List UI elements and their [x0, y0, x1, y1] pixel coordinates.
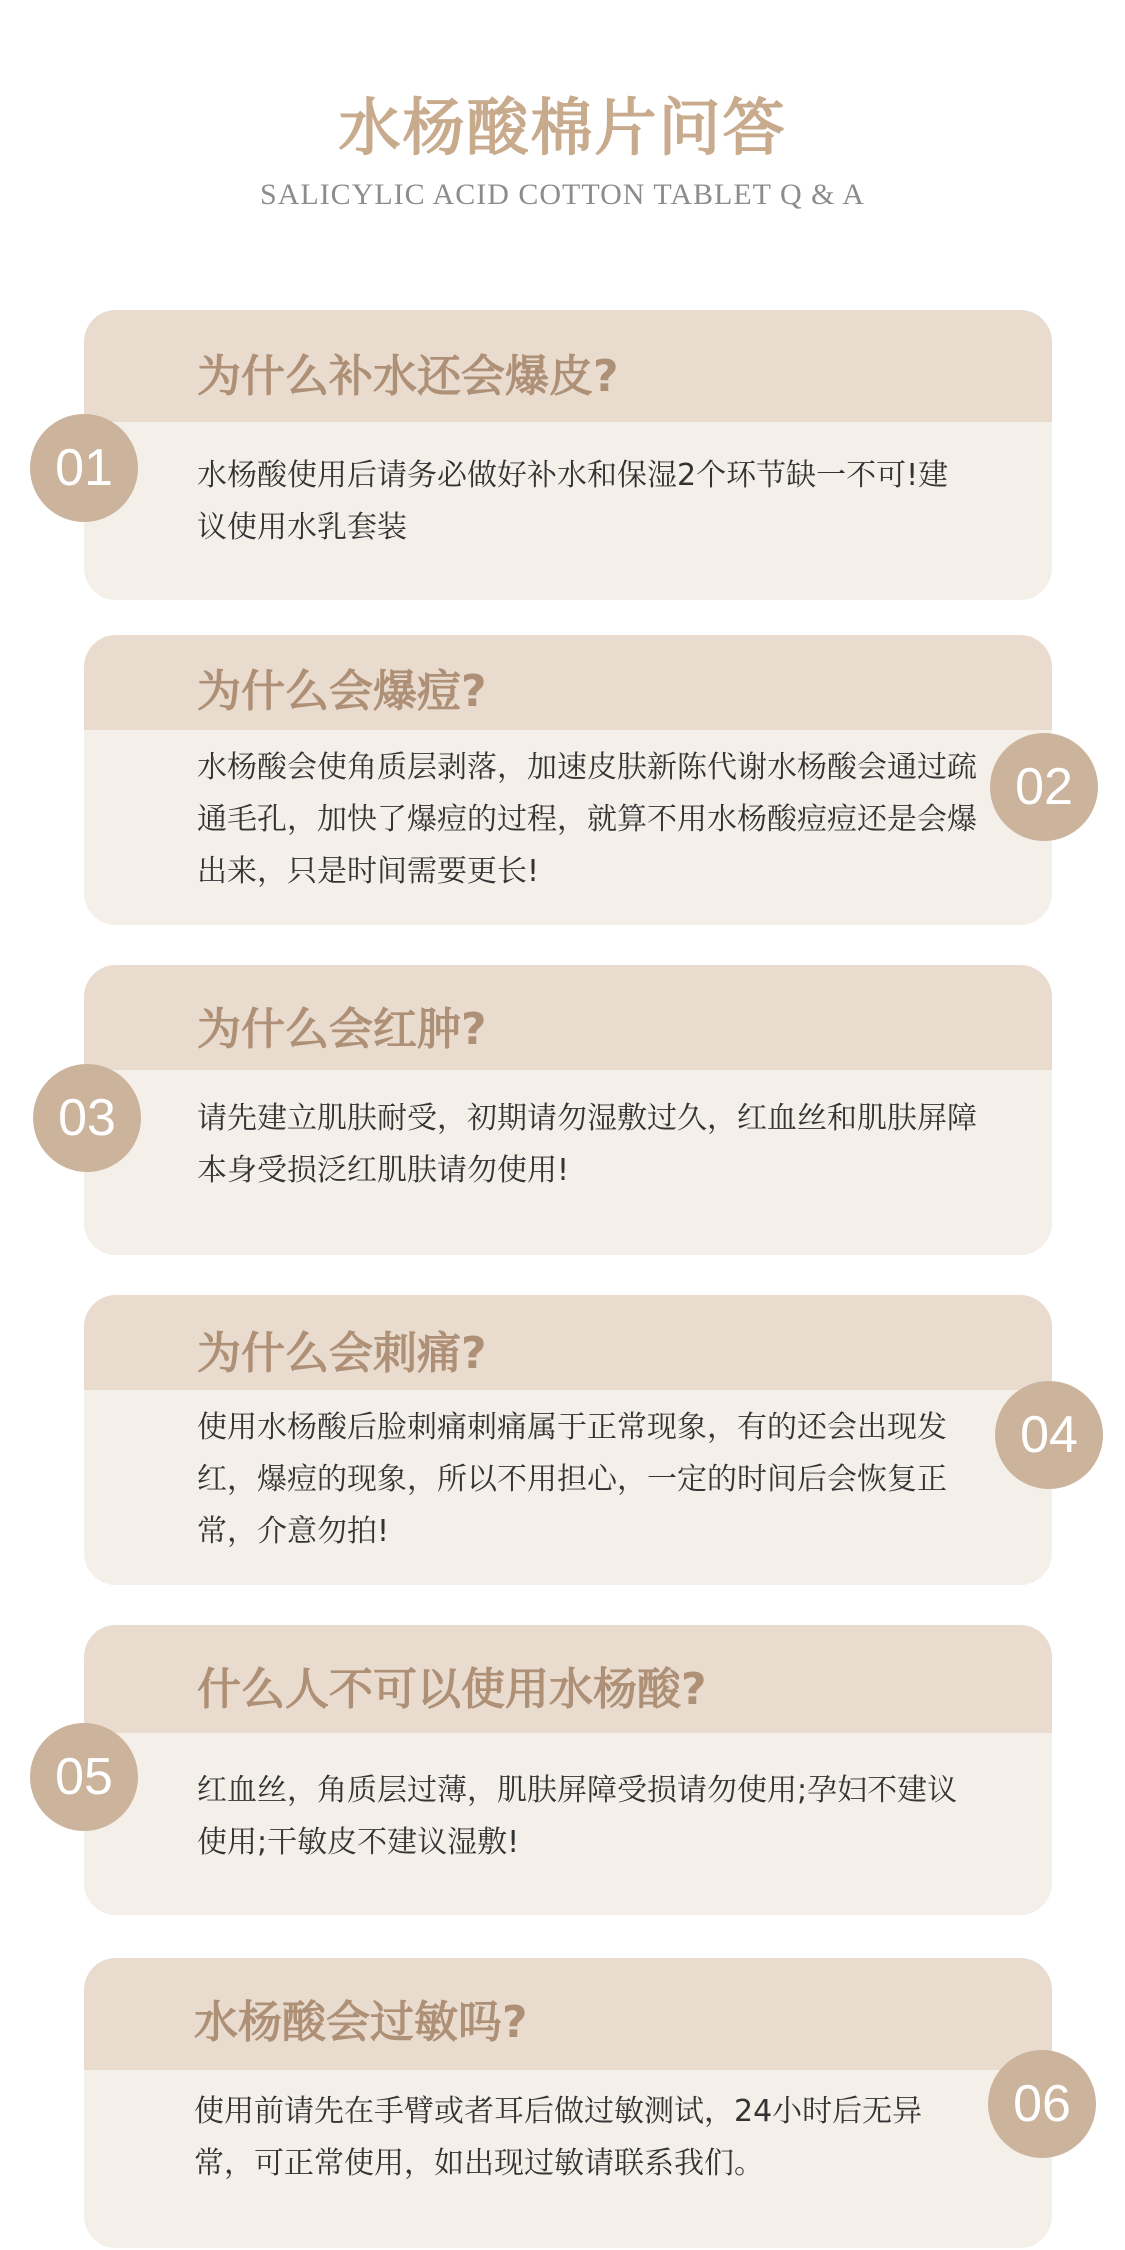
qa-question: 为什么会爆痘?: [197, 666, 487, 717]
qa-number-badge-3: 03: [33, 1064, 141, 1172]
qa-number-badge-4: 04: [995, 1381, 1103, 1489]
qa-card-5: [84, 1625, 1052, 1915]
qa-card-header: [84, 635, 1052, 730]
qa-number-badge-2: 02: [990, 733, 1098, 841]
page-title: 水杨酸棉片问答: [338, 91, 787, 164]
qa-number-badge-1: 01: [30, 414, 138, 522]
qa-card-4: [84, 1295, 1052, 1585]
qa-answer: 使用前请先在手臂或者耳后做过敏测试，24小时后无异常，可正常使用，如出现过敏请联系我们。: [194, 2094, 923, 2181]
qa-answer: 使用水杨酸后脸刺痛刺痛属于正常现象，有的还会出现发红，爆痘的现象，所以不用担心，一定的时间后会恢复正常，介意勿拍!: [197, 1410, 947, 1549]
qa-question: 为什么会红肿?: [197, 1004, 487, 1055]
qa-card-3: [84, 965, 1052, 1255]
qa-card-header: [84, 310, 1052, 422]
qa-number-badge-6: 06: [988, 2050, 1096, 2158]
qa-card-header: [84, 1295, 1052, 1390]
qa-answer: 请先建立肌肤耐受，初期请勿湿敷过久，红血丝和肌肤屏障本身受损泛红肌肤请勿使用!: [197, 1101, 977, 1188]
qa-question: 为什么会刺痛?: [197, 1328, 487, 1379]
qa-card-header: [84, 1625, 1052, 1733]
qa-card-header: [84, 1958, 1052, 2070]
qa-card-2: [84, 635, 1052, 925]
qa-card-6: [84, 1958, 1052, 2248]
qa-question: 什么人不可以使用水杨酸?: [197, 1664, 707, 1715]
qa-answer: 水杨酸使用后请务必做好补水和保湿2个环节缺一不可!建议使用水乳套装: [197, 458, 949, 545]
page-subtitle: SALICYLIC ACID COTTON TABLET Q & A: [260, 178, 865, 211]
qa-question: 水杨酸会过敏吗?: [194, 1997, 528, 2048]
qa-answer: 红血丝，角质层过薄，肌肤屏障受损请勿使用;孕妇不建议使用;干敏皮不建议湿敷!: [197, 1773, 958, 1860]
qa-number-badge-5: 05: [30, 1723, 138, 1831]
page-header: [0, 0, 1125, 260]
qa-card-1: [84, 310, 1052, 600]
qa-card-header: [84, 965, 1052, 1070]
qa-answer: 水杨酸会使角质层剥落，加速皮肤新陈代谢水杨酸会通过疏通毛孔，加快了爆痘的过程，就算不用水杨酸痘痘还是会爆出来，只是时间需要更长!: [197, 750, 977, 889]
qa-question: 为什么补水还会爆皮?: [197, 351, 619, 402]
